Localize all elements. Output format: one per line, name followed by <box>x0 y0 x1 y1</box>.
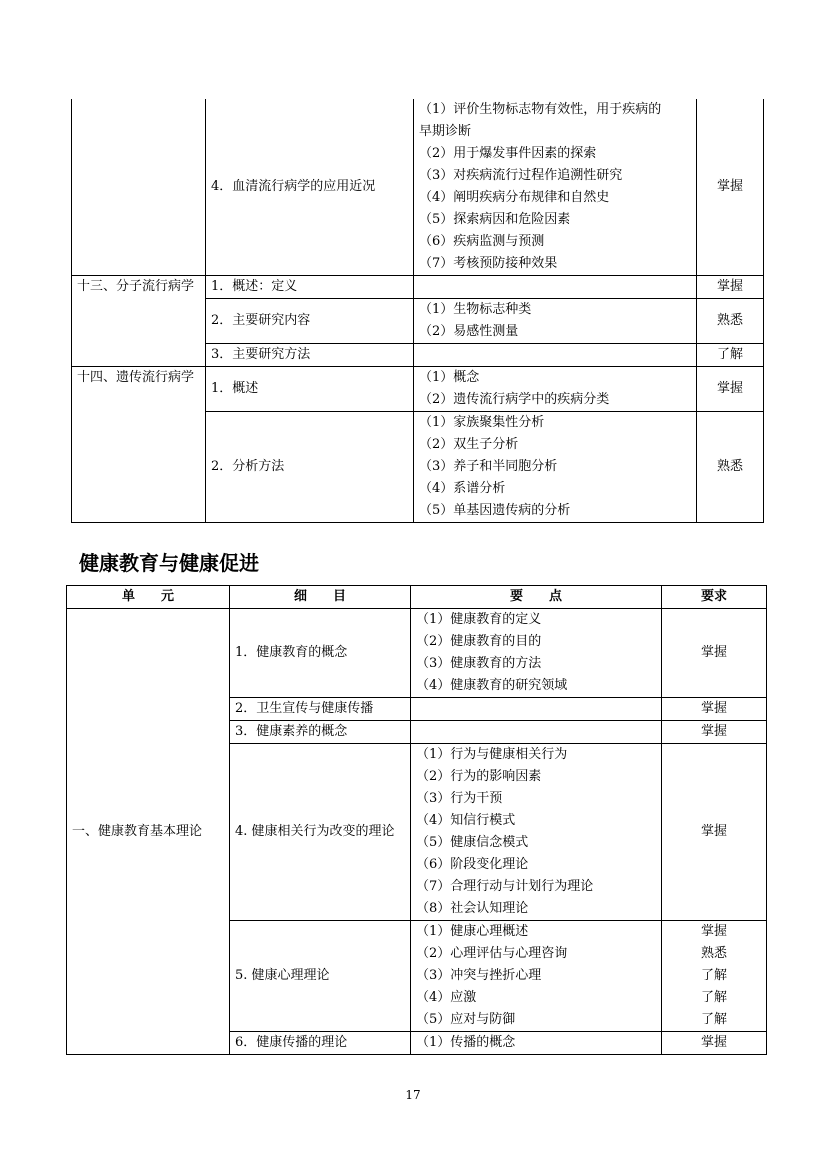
point-item: （2）双生子分析 <box>419 437 519 452</box>
point-item: （3）冲突与挫折心理 <box>416 968 542 983</box>
detail-cell: 1．概述 <box>206 367 414 412</box>
point-item: （2）用于爆发事件因素的探索 <box>419 146 597 161</box>
detail-cell: 4. 健康相关行为改变的理论 <box>230 744 411 921</box>
point-item: （2）心理评估与心理咨询 <box>416 946 568 961</box>
detail-cell: 5. 健康心理理论 <box>230 921 411 1032</box>
points-cell <box>411 721 662 744</box>
point-item: （4）健康教育的研究领域 <box>416 678 568 693</box>
points-cell <box>411 921 662 1032</box>
requirement-cell: 掌握 <box>697 276 764 299</box>
point-item: （8）社会认知理论 <box>416 901 529 916</box>
points-cell <box>411 744 662 921</box>
header-unit: 单 元 <box>67 586 230 609</box>
section-title: 健康教育与健康促进 <box>79 551 259 575</box>
detail-cell: 3．健康素养的概念 <box>230 721 411 744</box>
table-row <box>72 276 764 299</box>
detail-cell: 6．健康传播的理论 <box>230 1032 411 1055</box>
detail-cell: 2．主要研究内容 <box>206 299 414 344</box>
points-cell <box>411 1032 662 1055</box>
requirement-item: 了解 <box>700 990 727 1005</box>
points-cell <box>411 609 662 698</box>
point-item: （2）易感性测量 <box>419 324 519 339</box>
requirement-cell: 熟悉 <box>697 299 764 344</box>
requirement-cell: 掌握 <box>662 721 767 744</box>
point-item: （4）系谱分析 <box>419 481 506 496</box>
table-row <box>67 609 767 698</box>
syllabus-table-continued <box>71 99 764 523</box>
table-row <box>72 367 764 412</box>
point-item: （1）行为与健康相关行为 <box>416 747 568 762</box>
requirement-item: 了解 <box>700 968 727 983</box>
point-item: （3）健康教育的方法 <box>416 656 542 671</box>
unit-cell: 十四、遗传流行病学 <box>72 367 206 523</box>
point-item: 早期诊断 <box>419 124 472 139</box>
point-item: （2）遗传流行病学中的疾病分类 <box>419 392 610 407</box>
points-cell <box>414 412 697 523</box>
point-item: （4）应激 <box>416 990 477 1005</box>
requirement-cell: 了解 <box>697 344 764 367</box>
point-item: （4）知信行模式 <box>416 813 516 828</box>
requirement-item: 熟悉 <box>700 946 727 961</box>
detail-cell: 3．主要研究方法 <box>206 344 414 367</box>
point-item: （6）疾病监测与预测 <box>419 234 545 249</box>
requirement-cell: 熟悉 <box>697 412 764 523</box>
point-item: （3）养子和半同胞分析 <box>419 459 558 474</box>
points-cell <box>414 299 697 344</box>
point-item: （1）健康教育的定义 <box>416 612 542 627</box>
requirement-cell: 掌握 <box>697 99 764 276</box>
unit-cell: 一、健康教育基本理论 <box>67 609 230 1055</box>
point-item: （2）健康教育的目的 <box>416 634 542 649</box>
point-item: （1）家族聚集性分析 <box>419 415 545 430</box>
point-item: （1）概念 <box>419 370 480 385</box>
point-item: （1）健康心理概述 <box>416 924 529 939</box>
header-points: 要 点 <box>411 586 662 609</box>
points-cell <box>414 99 697 276</box>
requirement-cell: 掌握 <box>697 367 764 412</box>
point-item: （7）合理行动与计划行为理论 <box>416 879 594 894</box>
detail-cell: 2．分析方法 <box>206 412 414 523</box>
detail-cell: 1．健康教育的概念 <box>230 609 411 698</box>
points-cell <box>414 367 697 412</box>
requirement-cell: 掌握 <box>662 698 767 721</box>
point-item: （1）生物标志种类 <box>419 302 532 317</box>
point-item: （2）行为的影响因素 <box>416 769 542 784</box>
points-cell <box>414 344 697 367</box>
points-cell <box>411 698 662 721</box>
point-item: （4）阐明疾病分布规律和自然史 <box>419 190 610 205</box>
unit-cell: 十三、分子流行病学 <box>72 276 206 367</box>
point-item: （3）行为干预 <box>416 791 503 806</box>
header-row <box>67 586 767 609</box>
requirement-cell <box>662 921 767 1032</box>
point-item: （3）对疾病流行过程作追溯性研究 <box>419 168 623 183</box>
point-item: （5）应对与防御 <box>416 1012 516 1027</box>
point-item: （5）探索病因和危险因素 <box>419 212 571 227</box>
point-item: （5）单基因遗传病的分析 <box>419 503 571 518</box>
point-item: （1）传播的概念 <box>416 1035 516 1050</box>
requirement-item: 了解 <box>700 1012 727 1027</box>
detail-cell: 4．血清流行病学的应用近况 <box>206 99 414 276</box>
requirement-cell: 掌握 <box>662 609 767 698</box>
point-item: （7）考核预防接种效果 <box>419 256 558 271</box>
point-item: （6）阶段变化理论 <box>416 857 529 872</box>
requirement-cell: 掌握 <box>662 744 767 921</box>
detail-cell: 2．卫生宣传与健康传播 <box>230 698 411 721</box>
syllabus-table <box>66 585 767 1055</box>
unit-cell <box>72 99 206 276</box>
header-requirement: 要求 <box>662 586 767 609</box>
point-item: （5）健康信念模式 <box>416 835 529 850</box>
table-row <box>72 99 764 276</box>
header-detail: 细 目 <box>230 586 411 609</box>
page-number: 17 <box>405 1088 421 1102</box>
detail-cell: 1．概述：定义 <box>206 276 414 299</box>
requirement-item: 掌握 <box>700 924 727 939</box>
points-cell <box>414 276 697 299</box>
requirement-cell: 掌握 <box>662 1032 767 1055</box>
point-item: （1）评价生物标志物有效性，用于疾病的 <box>419 102 662 117</box>
